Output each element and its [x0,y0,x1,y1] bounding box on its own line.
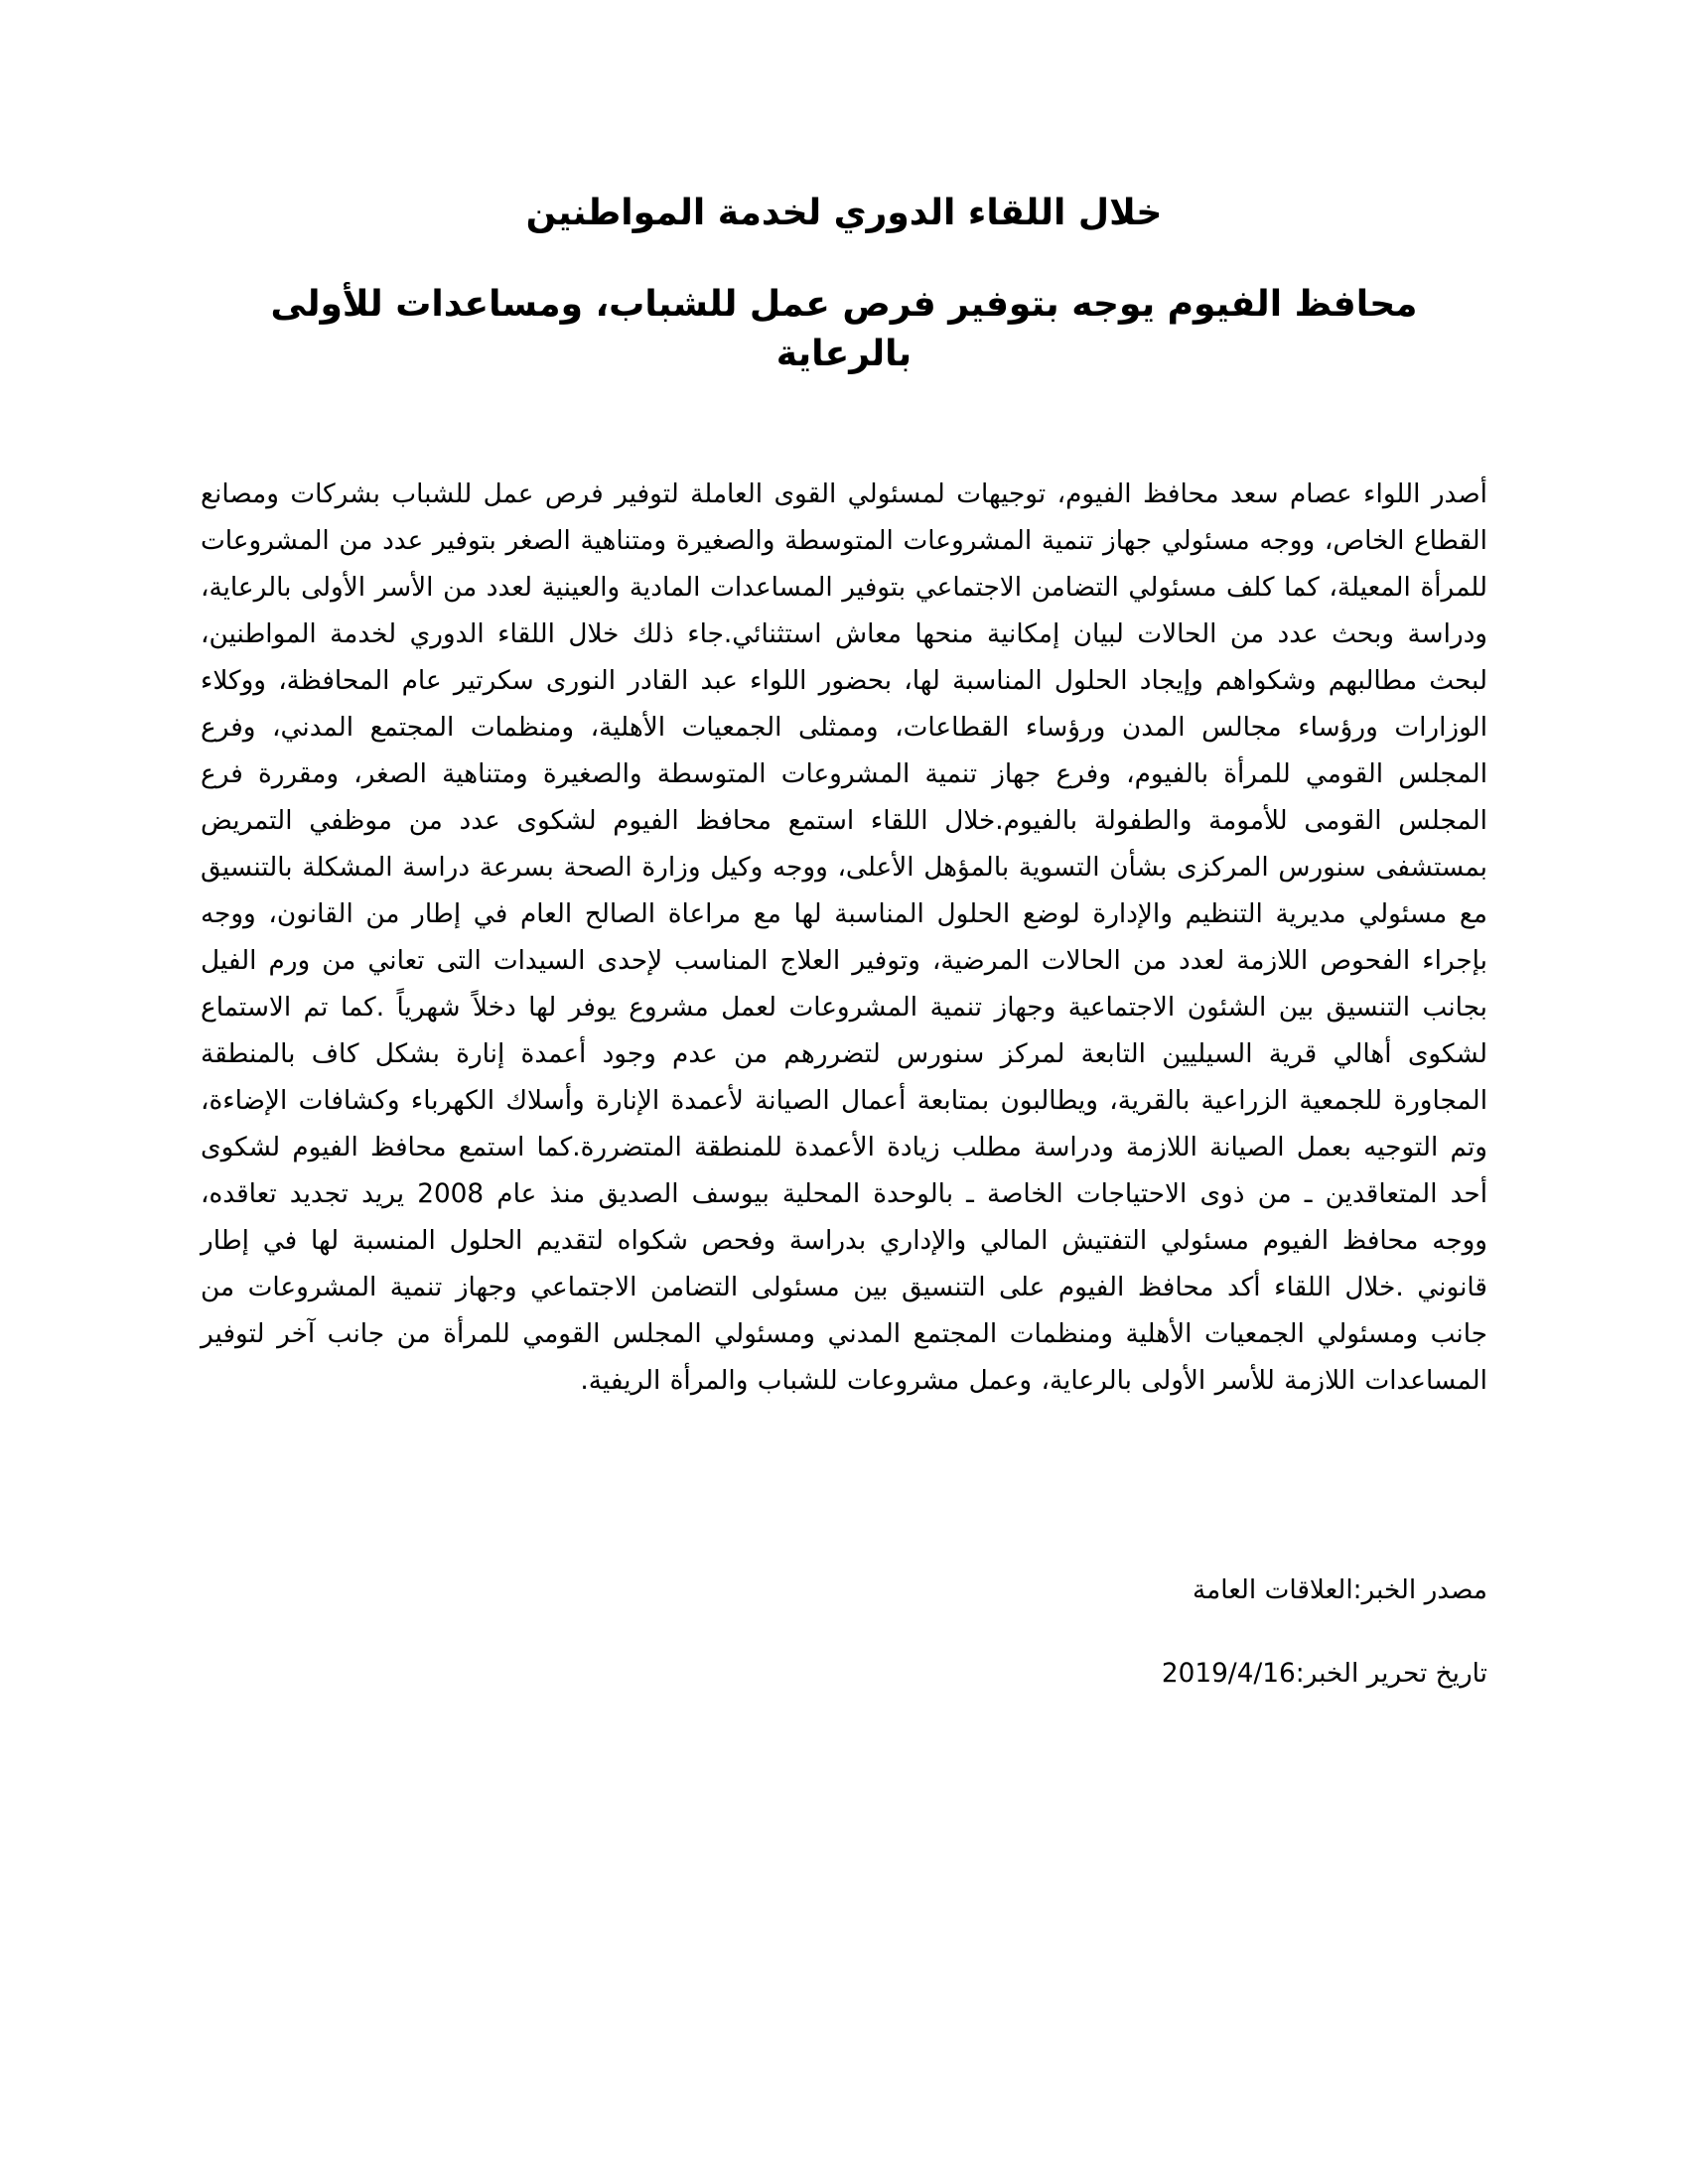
news-source-label: مصدر الخبر: [1352,1575,1487,1605]
news-source-value: العلاقات العامة [1193,1575,1353,1605]
edit-date-label: تاريخ تحرير الخبر: [1295,1659,1487,1689]
news-source [201,1570,1487,1610]
edit-date-value: 2019/4/16 [1161,1659,1296,1689]
title-block [199,189,1489,379]
article-paragraph: أصدر اللواء عصام سعد محافظ الفيوم، توجيهات لمسئولي القوى العاملة لتوفير فرص عمل للشباب بشركات ومصانع القطاع الخاص، ووجه مسئولي جهاز تنمية المشروعات المتوسطة والصغيرة ومتناهية الصغر بتوفير عدد من المشروعات للمرأة المعيلة، كما كلف مسئولي التضامن الاجتماعي بتوفير المساعدات المادية والعينية لعدد من الأسر الأولى بالرعاية، ودراسة وبحث عدد من الحالات لبيان إمكانية منحها معاش استثنائي.جاء ذلك خلال اللقاء الدوري لخدمة المواطنين، لبحث مطالبهم وشكواهم وإيجاد الحلول المناسبة لها، بحضور اللواء عبد القادر النورى سكرتير عام المحافظة، ووكلاء الوزارات ورؤساء مجالس المدن ورؤساء القطاعات، وممثلى الجمعيات الأهلية، ومنظمات المجتمع المدني، وفرع المجلس القومي للمرأة بالفيوم، وفرع جهاز تنمية المشروعات المتوسطة والصغيرة ومتناهية الصغر، ومقررة فرع المجلس القومى للأمومة والطفولة بالفيوم.خلال اللقاء استمع محافظ الفيوم لشكوى عدد من موظفي التمريض بمستشفى سنورس المركزى بشأن التسوية بالمؤهل الأعلى، ووجه وكيل وزارة الصحة بسرعة دراسة المشكلة بالتنسيق مع مسئولي مديرية التنظيم والإدارة لوضع الحلول المناسبة لها مع مراعاة الصالح العام في إطار من القانون، ووجه بإجراء الفحوص اللازمة لعدد من الحالات المرضية، وتوفير العلاج المناسب لإحدى السيدات التى تعاني من ورم الفيل بجانب التنسيق بين الشئون الاجتماعية وجهاز تنمية المشروعات لعمل مشروع يوفر لها دخلاً شهرياً .كما تم الاستماع لشكوى أهالي قرية السيليين التابعة لمركز سنورس لتضررهم من عدم وجود أعمدة إنارة بشكل كاف بالمنطقة المجاورة للجمعية الزراعية بالقرية، ويطالبون بمتابعة أعمال الصيانة لأعمدة الإنارة وأسلاك الكهرباء وكشافات الإضاءة، وتم التوجيه بعمل الصيانة اللازمة ودراسة مطلب زيادة الأعمدة للمنطقة المتضررة.كما استمع محافظ الفيوم لشكوى أحد المتعاقدين ـ من ذوى الاحتياجات الخاصة ـ بالوحدة المحلية بيوسف الصديق منذ عام 2008 يريد تجديد تعاقده، ووجه محافظ الفيوم مسئولي التفتيش المالي والإداري بدراسة وفحص شكواه لتقديم الحلول المنسبة لها في إطار قانوني .خلال اللقاء أكد محافظ الفيوم على التنسيق بين مسئولى التضامن الاجتماعي وجهاز تنمية المشروعات من جانب ومسئولي الجمعيات الأهلية ومنظمات المجتمع المدني ومسئولي المجلس القومي للمرأة من جانب آخر لتوفير المساعدات اللازمة للأسر الأولى بالرعاية، وعمل مشروعات للشباب والمرأة الريفية. [201,479,1487,1396]
document-title: خلال اللقاء الدوري لخدمة المواطنين [525,193,1163,233]
document-headline: محافظ الفيوم يوجه بتوفير فرص عمل للشباب، ومساعدات للأولى بالرعاية [270,284,1418,374]
edit-date [201,1654,1487,1694]
article-body [201,472,1487,1405]
